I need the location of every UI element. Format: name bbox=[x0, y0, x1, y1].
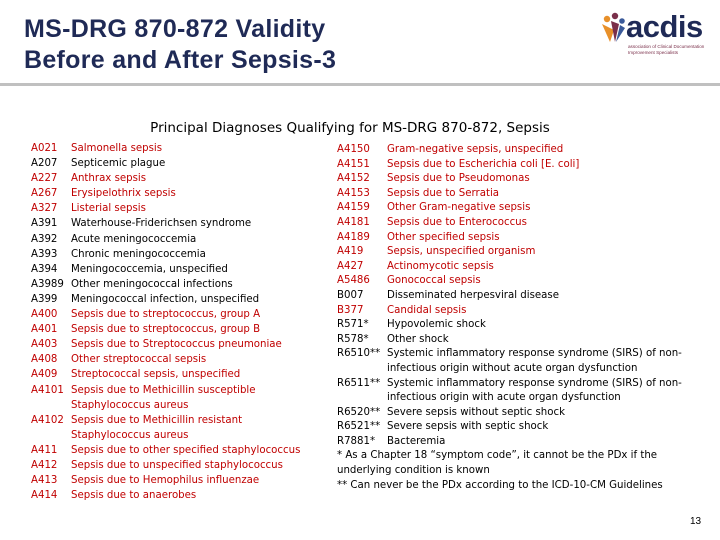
left-row bbox=[31, 186, 331, 201]
diagnosis-description: Bacteremia bbox=[387, 435, 446, 447]
left-row bbox=[31, 473, 331, 488]
diagnosis-code: A4152 bbox=[337, 173, 370, 185]
left-row bbox=[31, 247, 331, 262]
diagnosis-description: Gonococcal sepsis bbox=[387, 275, 481, 287]
diagnosis-code: A392 bbox=[31, 233, 58, 245]
left-row bbox=[31, 383, 331, 398]
right-row bbox=[337, 420, 677, 435]
right-row bbox=[337, 304, 677, 319]
footnote-never-pdx: ** Can never be the PDx according to the ICD-10-CM Guidelines bbox=[337, 479, 663, 491]
diagnosis-code: A4153 bbox=[337, 187, 370, 199]
slide-title bbox=[24, 14, 544, 76]
diagnosis-description: Sepsis due to Escherichia coli [E. coli] bbox=[387, 158, 580, 170]
right-row bbox=[337, 406, 677, 421]
diagnosis-description: Other specified sepsis bbox=[387, 231, 500, 243]
diagnosis-description: Staphylococcus aureus bbox=[71, 399, 189, 411]
diagnosis-description: Sepsis due to other specified staphylococcus bbox=[71, 444, 301, 456]
diagnosis-description: Systemic inflammatory response syndrome (SIRS) of non- bbox=[387, 377, 682, 389]
diagnosis-description: Other streptococcal sepsis bbox=[71, 354, 207, 366]
acdis-wordmark: acdis bbox=[626, 9, 703, 44]
left-row bbox=[31, 398, 331, 413]
diagnosis-code: B007 bbox=[337, 289, 364, 301]
diagnosis-code: A394 bbox=[31, 263, 58, 275]
diagnosis-description: Sepsis due to Methicillin resistant bbox=[71, 414, 243, 426]
left-row bbox=[31, 443, 331, 458]
left-row bbox=[31, 277, 331, 292]
right-row bbox=[337, 260, 677, 275]
diagnosis-code: R571* bbox=[337, 319, 369, 331]
acdis-people-logo-icon bbox=[598, 12, 628, 58]
diagnosis-description: infectious origin without acute organ dysfunction bbox=[387, 362, 638, 374]
left-row bbox=[31, 307, 331, 322]
table-heading: Principal Diagnoses Qualifying for MS-DRG 870-872, Sepsis bbox=[150, 120, 550, 136]
diagnosis-code: R7881* bbox=[337, 435, 376, 447]
left-row bbox=[31, 171, 331, 186]
diagnosis-description: Severe sepsis without septic shock bbox=[387, 406, 565, 418]
left-row bbox=[31, 337, 331, 352]
diagnosis-description: Other Gram-negative sepsis bbox=[387, 202, 531, 214]
diagnosis-code: A400 bbox=[31, 309, 58, 321]
right-row bbox=[337, 216, 677, 231]
diagnosis-description: Sepsis due to Enterococcus bbox=[387, 216, 527, 228]
diagnosis-description: Hypovolemic shock bbox=[387, 319, 486, 331]
right-row bbox=[337, 201, 677, 216]
diagnosis-description: Acute meningococcemia bbox=[71, 233, 197, 245]
diagnosis-description: Actinomycotic sepsis bbox=[387, 260, 494, 272]
diagnosis-code: R6511** bbox=[337, 377, 381, 389]
right-row bbox=[337, 143, 677, 158]
diagnosis-description: Meningococcal infection, unspecified bbox=[71, 293, 260, 305]
diagnosis-code: A4159 bbox=[337, 202, 370, 214]
diagnosis-code: B377 bbox=[337, 304, 364, 316]
diagnosis-description: Severe sepsis with septic shock bbox=[387, 421, 549, 433]
left-row bbox=[31, 322, 331, 337]
left-row bbox=[31, 292, 331, 307]
right-row bbox=[337, 377, 682, 392]
diagnosis-description: Septicemic plague bbox=[71, 158, 166, 170]
diagnosis-description: Sepsis due to Pseudomonas bbox=[387, 173, 530, 185]
diagnosis-description: Salmonella sepsis bbox=[71, 143, 163, 154]
left-row bbox=[31, 458, 331, 473]
diagnosis-description: Sepsis due to streptococcus, group B bbox=[71, 324, 261, 336]
diagnosis-code: A207 bbox=[31, 158, 58, 170]
diagnosis-code: A327 bbox=[31, 203, 58, 215]
left-row bbox=[31, 232, 331, 247]
left-row bbox=[31, 201, 331, 216]
right-row bbox=[337, 289, 677, 304]
diagnosis-code: A399 bbox=[31, 293, 58, 305]
diagnosis-code: A403 bbox=[31, 339, 58, 351]
right-row bbox=[337, 333, 677, 348]
diagnosis-description: Chronic meningococcemia bbox=[71, 248, 206, 260]
diagnosis-code: R6520** bbox=[337, 406, 381, 418]
right-row bbox=[337, 172, 677, 187]
diagnosis-description: Streptococcal sepsis, unspecified bbox=[71, 369, 241, 381]
diagnosis-code: A411 bbox=[31, 444, 58, 456]
diagnosis-code: R6521** bbox=[337, 421, 381, 433]
diagnosis-description: Meningococcemia, unspecified bbox=[71, 263, 228, 275]
diagnosis-description: Sepsis due to Serratia bbox=[387, 187, 500, 199]
diagnosis-description: Erysipelothrix sepsis bbox=[71, 188, 176, 200]
diagnosis-code: A4101 bbox=[31, 384, 64, 396]
diagnosis-description: Candidal sepsis bbox=[387, 304, 467, 316]
diagnosis-code: R578* bbox=[337, 333, 369, 345]
diagnosis-description: Disseminated herpesviral disease bbox=[387, 289, 559, 301]
diagnosis-code: A4102 bbox=[31, 414, 64, 426]
diagnosis-description: Gram-negative sepsis, unspecified bbox=[387, 144, 564, 155]
right-row bbox=[337, 435, 677, 450]
acdis-tagline: association of Clinical Documentation Improvement Specialists bbox=[628, 44, 705, 55]
diagnosis-code: A5486 bbox=[337, 275, 370, 287]
right-row bbox=[337, 347, 682, 362]
diagnosis-code: A4181 bbox=[337, 216, 370, 228]
left-diagnosis-list bbox=[31, 141, 331, 503]
diagnosis-code: A391 bbox=[31, 218, 58, 230]
slide-title-line-1: MS-DRG 870-872 Validity bbox=[24, 15, 326, 43]
right-row bbox=[337, 187, 677, 202]
diagnosis-description: infectious origin with acute organ dysfunction bbox=[387, 392, 621, 404]
left-row bbox=[31, 428, 331, 443]
right-row bbox=[337, 158, 677, 173]
right-row bbox=[337, 391, 677, 406]
diagnosis-code: A393 bbox=[31, 248, 58, 260]
right-diagnosis-rows bbox=[337, 143, 682, 449]
diagnosis-code: A227 bbox=[31, 173, 58, 185]
diagnosis-description: Other meningococcal infections bbox=[71, 278, 233, 290]
diagnosis-description: Sepsis, unspecified organism bbox=[387, 246, 536, 258]
diagnosis-description: Sepsis due to Streptococcus pneumoniae bbox=[71, 339, 282, 351]
diagnosis-description: Sepsis due to streptococcus, group A bbox=[71, 309, 261, 321]
diagnosis-code: A401 bbox=[31, 324, 58, 336]
right-row bbox=[337, 274, 677, 289]
right-diagnosis-list bbox=[337, 143, 682, 493]
footnote-symptom-code: * As a Chapter 18 “symptom code”, it cannot be the PDx if the bbox=[337, 450, 658, 462]
slide-title-line-2: Before and After Sepsis-3 bbox=[24, 46, 337, 74]
diagnosis-description: Sepsis due to unspecified staphylococcus bbox=[71, 459, 283, 471]
left-row bbox=[31, 141, 331, 156]
diagnosis-description: Sepsis due to Methicillin susceptible bbox=[71, 384, 256, 396]
left-row bbox=[31, 216, 331, 231]
diagnosis-description: Listerial sepsis bbox=[71, 203, 146, 215]
diagnosis-code: R6510** bbox=[337, 348, 381, 360]
left-row bbox=[31, 262, 331, 277]
left-row bbox=[31, 156, 331, 171]
diagnosis-code: A414 bbox=[31, 490, 58, 502]
diagnosis-description: Other shock bbox=[387, 333, 449, 345]
diagnosis-description: Sepsis due to Hemophilus influenzae bbox=[71, 475, 260, 487]
diagnosis-code: A267 bbox=[31, 188, 58, 200]
footnote-symptom-code-continued: underlying condition is known bbox=[337, 465, 490, 477]
diagnosis-description: Staphylococcus aureus bbox=[71, 429, 189, 441]
diagnosis-code: A4150 bbox=[337, 144, 370, 155]
diagnosis-description: Anthrax sepsis bbox=[71, 173, 147, 185]
diagnosis-description: Waterhouse-Friderichsen syndrome bbox=[71, 218, 252, 230]
left-row bbox=[31, 488, 331, 503]
left-row bbox=[31, 367, 331, 382]
diagnosis-code: A408 bbox=[31, 354, 58, 366]
right-row bbox=[337, 318, 677, 333]
diagnosis-description: Systemic inflammatory response syndrome (SIRS) of non- bbox=[387, 348, 682, 360]
diagnosis-code: A412 bbox=[31, 459, 58, 471]
page-number: 13 bbox=[690, 516, 702, 527]
diagnosis-code: A4151 bbox=[337, 158, 370, 170]
right-row bbox=[337, 362, 677, 377]
diagnosis-code: A3989 bbox=[31, 278, 64, 290]
diagnosis-code: A409 bbox=[31, 369, 58, 381]
left-row bbox=[31, 352, 331, 367]
title-divider bbox=[0, 83, 720, 86]
acdis-logo bbox=[598, 9, 714, 58]
diagnosis-code: A419 bbox=[337, 246, 364, 258]
right-row bbox=[337, 245, 677, 260]
left-row bbox=[31, 413, 331, 428]
right-row bbox=[337, 231, 677, 246]
diagnosis-code: A413 bbox=[31, 475, 58, 487]
diagnosis-code: A427 bbox=[337, 260, 364, 272]
diagnosis-code: A4189 bbox=[337, 231, 370, 243]
diagnosis-description: Sepsis due to anaerobes bbox=[71, 490, 197, 502]
diagnosis-code: A021 bbox=[31, 143, 58, 154]
